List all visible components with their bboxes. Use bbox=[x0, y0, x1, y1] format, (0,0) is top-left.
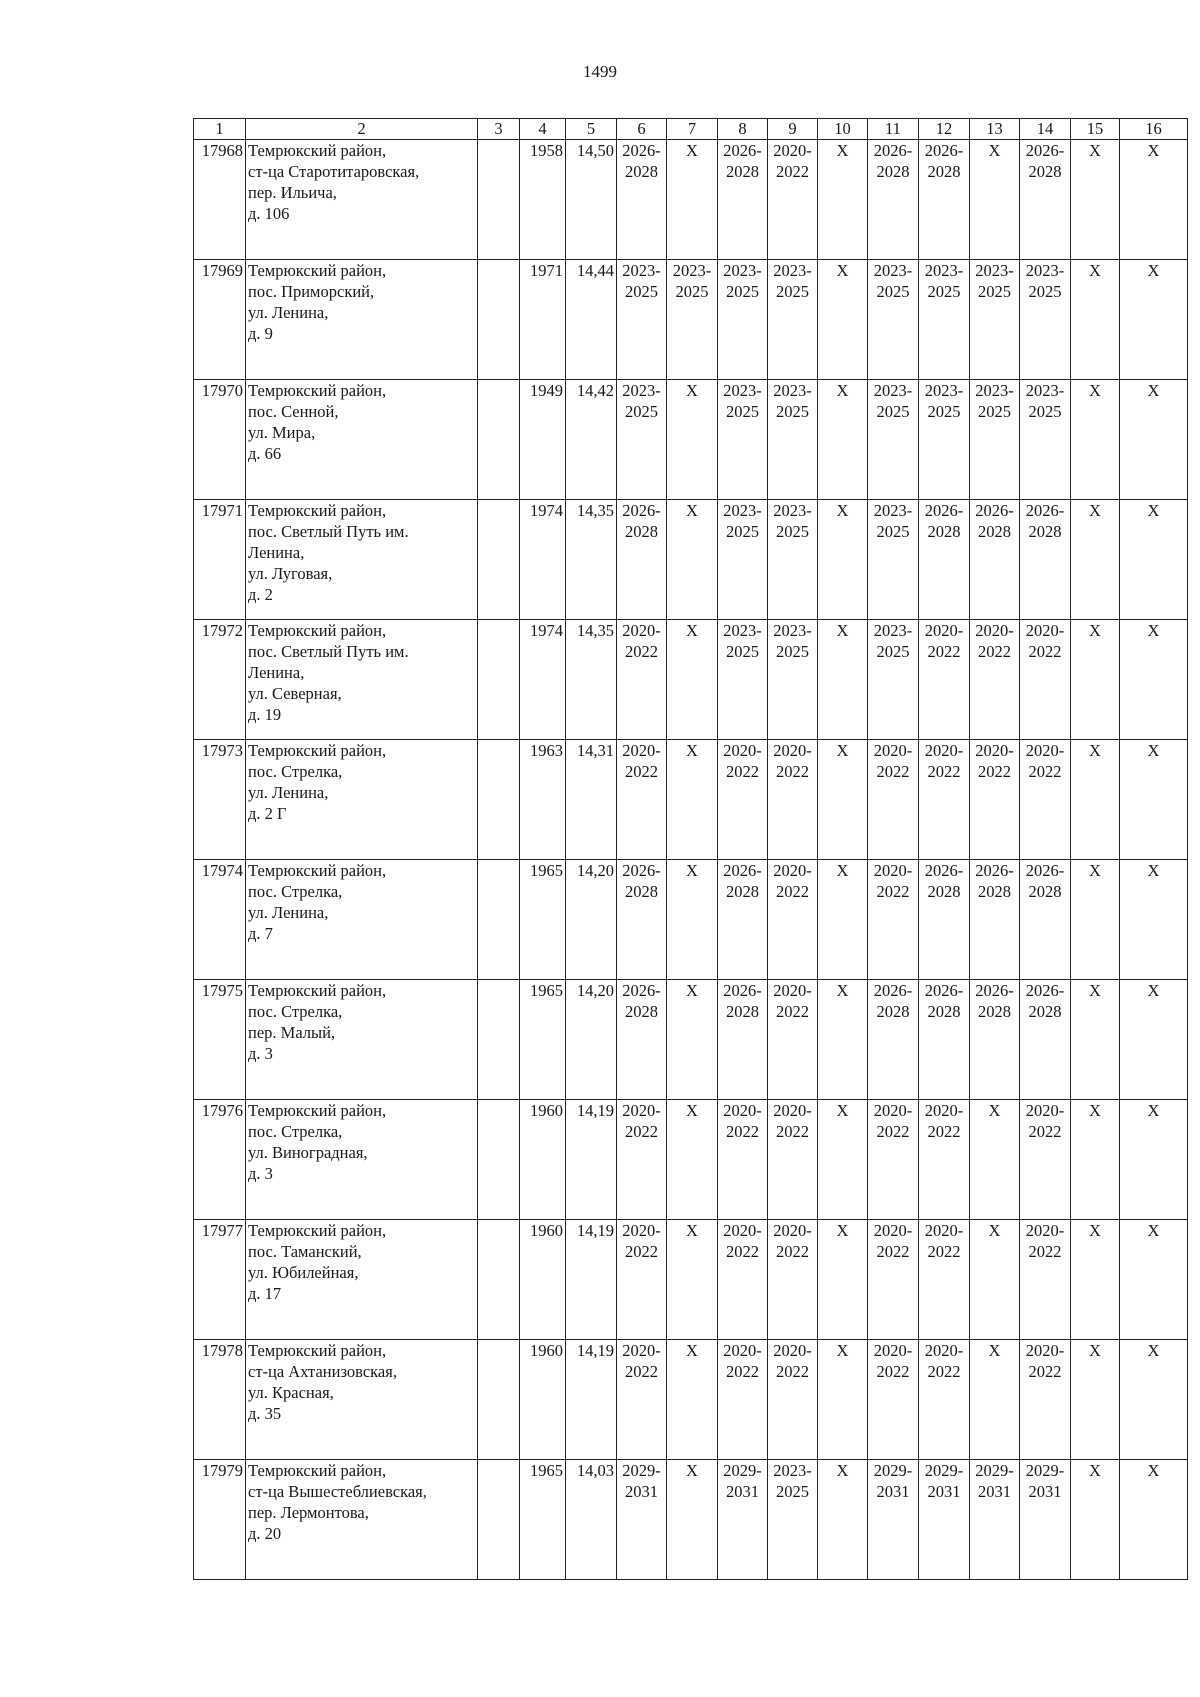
col13-cell: 2026- 2028 bbox=[970, 860, 1020, 980]
col6-cell: 2020- 2022 bbox=[617, 1220, 667, 1340]
col14-cell: 2020- 2022 bbox=[1020, 620, 1071, 740]
year-cell: 1963 bbox=[520, 740, 566, 860]
col10-cell: X bbox=[818, 380, 868, 500]
col3-cell bbox=[478, 740, 520, 860]
row-number: 17978 bbox=[194, 1340, 246, 1460]
year-cell: 1958 bbox=[520, 140, 566, 260]
col3-cell bbox=[478, 980, 520, 1100]
table-row bbox=[194, 1340, 1188, 1460]
address-cell: Темрюкский район, пос. Таманский, ул. Юбилейная, д. 17 bbox=[246, 1220, 478, 1340]
table-row bbox=[194, 500, 1188, 620]
col13-cell: 2020- 2022 bbox=[970, 740, 1020, 860]
column-header-7: 7 bbox=[667, 119, 718, 140]
address-cell: Темрюкский район, пос. Сенной, ул. Мира, д. 66 bbox=[246, 380, 478, 500]
page-number: 1499 bbox=[583, 62, 617, 81]
col7-cell: X bbox=[667, 980, 718, 1100]
col14-cell: 2026- 2028 bbox=[1020, 860, 1071, 980]
col9-cell: 2020- 2022 bbox=[768, 740, 818, 860]
col16-cell: X bbox=[1120, 260, 1188, 380]
table-row bbox=[194, 620, 1188, 740]
col13-cell: 2026- 2028 bbox=[970, 980, 1020, 1100]
col3-cell bbox=[478, 1220, 520, 1340]
col9-cell: 2020- 2022 bbox=[768, 860, 818, 980]
row-number: 17973 bbox=[194, 740, 246, 860]
col11-cell: 2023- 2025 bbox=[868, 500, 919, 620]
col7-cell: X bbox=[667, 860, 718, 980]
col6-cell: 2026- 2028 bbox=[617, 140, 667, 260]
area-cell: 14,35 bbox=[566, 500, 617, 620]
col6-cell: 2020- 2022 bbox=[617, 620, 667, 740]
address-cell: Темрюкский район, ст-ца Ахтанизовская, ул. Красная, д. 35 bbox=[246, 1340, 478, 1460]
table-row bbox=[194, 1100, 1188, 1220]
table-body bbox=[194, 140, 1188, 1580]
table-row bbox=[194, 740, 1188, 860]
row-number: 17969 bbox=[194, 260, 246, 380]
col13-cell: X bbox=[970, 1340, 1020, 1460]
col8-cell: 2023- 2025 bbox=[718, 380, 768, 500]
col7-cell: X bbox=[667, 1100, 718, 1220]
col13-cell: 2023- 2025 bbox=[970, 260, 1020, 380]
col11-cell: 2029- 2031 bbox=[868, 1460, 919, 1580]
col16-cell: X bbox=[1120, 380, 1188, 500]
col14-cell: 2020- 2022 bbox=[1020, 1100, 1071, 1220]
col10-cell: X bbox=[818, 980, 868, 1100]
address-cell: Темрюкский район, пос. Светлый Путь им. Ленина, ул. Луговая, д. 2 bbox=[246, 500, 478, 620]
year-cell: 1974 bbox=[520, 620, 566, 740]
col12-cell: 2026- 2028 bbox=[919, 140, 970, 260]
col12-cell: 2020- 2022 bbox=[919, 1220, 970, 1340]
column-header-3: 3 bbox=[478, 119, 520, 140]
row-number: 17975 bbox=[194, 980, 246, 1100]
area-cell: 14,19 bbox=[566, 1220, 617, 1340]
col7-cell: X bbox=[667, 500, 718, 620]
col9-cell: 2023- 2025 bbox=[768, 380, 818, 500]
col16-cell: X bbox=[1120, 1100, 1188, 1220]
address-cell: Темрюкский район, ст-ца Старотитаровская, пер. Ильича, д. 106 bbox=[246, 140, 478, 260]
col15-cell: X bbox=[1071, 1460, 1120, 1580]
col11-cell: 2020- 2022 bbox=[868, 1340, 919, 1460]
col13-cell: 2020- 2022 bbox=[970, 620, 1020, 740]
address-cell: Темрюкский район, пос. Стрелка, ул. Ленина, д. 2 Г bbox=[246, 740, 478, 860]
col12-cell: 2029- 2031 bbox=[919, 1460, 970, 1580]
col7-cell: 2023- 2025 bbox=[667, 260, 718, 380]
col6-cell: 2023- 2025 bbox=[617, 260, 667, 380]
col6-cell: 2020- 2022 bbox=[617, 1100, 667, 1220]
col15-cell: X bbox=[1071, 980, 1120, 1100]
col16-cell: X bbox=[1120, 620, 1188, 740]
col8-cell: 2020- 2022 bbox=[718, 1340, 768, 1460]
col6-cell: 2026- 2028 bbox=[617, 860, 667, 980]
col12-cell: 2023- 2025 bbox=[919, 260, 970, 380]
col9-cell: 2020- 2022 bbox=[768, 1220, 818, 1340]
area-cell: 14,42 bbox=[566, 380, 617, 500]
col15-cell: X bbox=[1071, 740, 1120, 860]
area-cell: 14,35 bbox=[566, 620, 617, 740]
col15-cell: X bbox=[1071, 500, 1120, 620]
col14-cell: 2026- 2028 bbox=[1020, 980, 1071, 1100]
col7-cell: X bbox=[667, 1460, 718, 1580]
col12-cell: 2020- 2022 bbox=[919, 620, 970, 740]
col14-cell: 2023- 2025 bbox=[1020, 380, 1071, 500]
column-header-10: 10 bbox=[818, 119, 868, 140]
area-cell: 14,19 bbox=[566, 1100, 617, 1220]
col14-cell: 2023- 2025 bbox=[1020, 260, 1071, 380]
col9-cell: 2020- 2022 bbox=[768, 980, 818, 1100]
column-header-14: 14 bbox=[1020, 119, 1071, 140]
table-row bbox=[194, 860, 1188, 980]
registry-table bbox=[193, 118, 1188, 1580]
column-header-13: 13 bbox=[970, 119, 1020, 140]
table-row bbox=[194, 980, 1188, 1100]
col3-cell bbox=[478, 1460, 520, 1580]
col15-cell: X bbox=[1071, 860, 1120, 980]
col8-cell: 2020- 2022 bbox=[718, 1220, 768, 1340]
col10-cell: X bbox=[818, 860, 868, 980]
col15-cell: X bbox=[1071, 260, 1120, 380]
area-cell: 14,20 bbox=[566, 860, 617, 980]
col7-cell: X bbox=[667, 620, 718, 740]
col13-cell: 2029- 2031 bbox=[970, 1460, 1020, 1580]
col10-cell: X bbox=[818, 500, 868, 620]
col6-cell: 2026- 2028 bbox=[617, 500, 667, 620]
col9-cell: 2020- 2022 bbox=[768, 140, 818, 260]
col8-cell: 2029- 2031 bbox=[718, 1460, 768, 1580]
column-header-4: 4 bbox=[520, 119, 566, 140]
col15-cell: X bbox=[1071, 380, 1120, 500]
col12-cell: 2026- 2028 bbox=[919, 500, 970, 620]
col9-cell: 2023- 2025 bbox=[768, 1460, 818, 1580]
col9-cell: 2023- 2025 bbox=[768, 500, 818, 620]
col6-cell: 2029- 2031 bbox=[617, 1460, 667, 1580]
col14-cell: 2020- 2022 bbox=[1020, 740, 1071, 860]
col10-cell: X bbox=[818, 260, 868, 380]
col16-cell: X bbox=[1120, 140, 1188, 260]
col11-cell: 2020- 2022 bbox=[868, 740, 919, 860]
area-cell: 14,03 bbox=[566, 1460, 617, 1580]
col15-cell: X bbox=[1071, 140, 1120, 260]
col12-cell: 2020- 2022 bbox=[919, 740, 970, 860]
col16-cell: X bbox=[1120, 500, 1188, 620]
col15-cell: X bbox=[1071, 1100, 1120, 1220]
area-cell: 14,50 bbox=[566, 140, 617, 260]
col15-cell: X bbox=[1071, 1340, 1120, 1460]
col8-cell: 2023- 2025 bbox=[718, 500, 768, 620]
col12-cell: 2020- 2022 bbox=[919, 1100, 970, 1220]
col3-cell bbox=[478, 1100, 520, 1220]
col8-cell: 2026- 2028 bbox=[718, 140, 768, 260]
column-number-row bbox=[194, 119, 1188, 140]
row-number: 17979 bbox=[194, 1460, 246, 1580]
column-header-11: 11 bbox=[868, 119, 919, 140]
year-cell: 1965 bbox=[520, 860, 566, 980]
address-cell: Темрюкский район, пос. Приморский, ул. Ленина, д. 9 bbox=[246, 260, 478, 380]
year-cell: 1974 bbox=[520, 500, 566, 620]
col16-cell: X bbox=[1120, 740, 1188, 860]
col7-cell: X bbox=[667, 140, 718, 260]
col8-cell: 2023- 2025 bbox=[718, 260, 768, 380]
column-header-2: 2 bbox=[246, 119, 478, 140]
year-cell: 1971 bbox=[520, 260, 566, 380]
col12-cell: 2023- 2025 bbox=[919, 380, 970, 500]
area-cell: 14,31 bbox=[566, 740, 617, 860]
row-number: 17976 bbox=[194, 1100, 246, 1220]
table-row bbox=[194, 1460, 1188, 1580]
address-cell: Темрюкский район, пос. Стрелка, ул. Виноградная, д. 3 bbox=[246, 1100, 478, 1220]
year-cell: 1960 bbox=[520, 1340, 566, 1460]
col9-cell: 2020- 2022 bbox=[768, 1340, 818, 1460]
address-cell: Темрюкский район, пос. Стрелка, пер. Малый, д. 3 bbox=[246, 980, 478, 1100]
col10-cell: X bbox=[818, 1100, 868, 1220]
column-header-5: 5 bbox=[566, 119, 617, 140]
col8-cell: 2026- 2028 bbox=[718, 980, 768, 1100]
address-cell: Темрюкский район, пос. Стрелка, ул. Ленина, д. 7 bbox=[246, 860, 478, 980]
col11-cell: 2020- 2022 bbox=[868, 1220, 919, 1340]
column-header-1: 1 bbox=[194, 119, 246, 140]
col14-cell: 2029- 2031 bbox=[1020, 1460, 1071, 1580]
col15-cell: X bbox=[1071, 620, 1120, 740]
col12-cell: 2026- 2028 bbox=[919, 860, 970, 980]
col9-cell: 2023- 2025 bbox=[768, 260, 818, 380]
col14-cell: 2026- 2028 bbox=[1020, 500, 1071, 620]
col6-cell: 2020- 2022 bbox=[617, 740, 667, 860]
col9-cell: 2020- 2022 bbox=[768, 1100, 818, 1220]
column-header-15: 15 bbox=[1071, 119, 1120, 140]
col12-cell: 2020- 2022 bbox=[919, 1340, 970, 1460]
col11-cell: 2023- 2025 bbox=[868, 620, 919, 740]
col16-cell: X bbox=[1120, 1340, 1188, 1460]
col3-cell bbox=[478, 860, 520, 980]
year-cell: 1949 bbox=[520, 380, 566, 500]
col13-cell: X bbox=[970, 1100, 1020, 1220]
row-number: 17972 bbox=[194, 620, 246, 740]
col11-cell: 2020- 2022 bbox=[868, 1100, 919, 1220]
col10-cell: X bbox=[818, 1460, 868, 1580]
col15-cell: X bbox=[1071, 1220, 1120, 1340]
col8-cell: 2026- 2028 bbox=[718, 860, 768, 980]
col14-cell: 2026- 2028 bbox=[1020, 140, 1071, 260]
column-header-16: 16 bbox=[1120, 119, 1188, 140]
col13-cell: X bbox=[970, 140, 1020, 260]
area-cell: 14,20 bbox=[566, 980, 617, 1100]
table-row bbox=[194, 140, 1188, 260]
col16-cell: X bbox=[1120, 1460, 1188, 1580]
col10-cell: X bbox=[818, 140, 868, 260]
column-header-12: 12 bbox=[919, 119, 970, 140]
col3-cell bbox=[478, 620, 520, 740]
year-cell: 1965 bbox=[520, 980, 566, 1100]
col11-cell: 2023- 2025 bbox=[868, 380, 919, 500]
year-cell: 1965 bbox=[520, 1460, 566, 1580]
col11-cell: 2020- 2022 bbox=[868, 860, 919, 980]
table-row bbox=[194, 260, 1188, 380]
col10-cell: X bbox=[818, 1340, 868, 1460]
col3-cell bbox=[478, 140, 520, 260]
table-row bbox=[194, 380, 1188, 500]
col3-cell bbox=[478, 380, 520, 500]
col11-cell: 2026- 2028 bbox=[868, 140, 919, 260]
col11-cell: 2023- 2025 bbox=[868, 260, 919, 380]
col16-cell: X bbox=[1120, 860, 1188, 980]
row-number: 17968 bbox=[194, 140, 246, 260]
col6-cell: 2026- 2028 bbox=[617, 980, 667, 1100]
col7-cell: X bbox=[667, 380, 718, 500]
col16-cell: X bbox=[1120, 1220, 1188, 1340]
area-cell: 14,44 bbox=[566, 260, 617, 380]
table-row bbox=[194, 1220, 1188, 1340]
column-header-9: 9 bbox=[768, 119, 818, 140]
col13-cell: 2026- 2028 bbox=[970, 500, 1020, 620]
col7-cell: X bbox=[667, 1220, 718, 1340]
row-number: 17971 bbox=[194, 500, 246, 620]
col13-cell: 2023- 2025 bbox=[970, 380, 1020, 500]
col11-cell: 2026- 2028 bbox=[868, 980, 919, 1100]
col14-cell: 2020- 2022 bbox=[1020, 1340, 1071, 1460]
col6-cell: 2023- 2025 bbox=[617, 380, 667, 500]
col8-cell: 2023- 2025 bbox=[718, 620, 768, 740]
col8-cell: 2020- 2022 bbox=[718, 740, 768, 860]
column-header-8: 8 bbox=[718, 119, 768, 140]
address-cell: Темрюкский район, ст-ца Вышестеблиевская, пер. Лермонтова, д. 20 bbox=[246, 1460, 478, 1580]
column-header-6: 6 bbox=[617, 119, 667, 140]
row-number: 17977 bbox=[194, 1220, 246, 1340]
col13-cell: X bbox=[970, 1220, 1020, 1340]
row-number: 17970 bbox=[194, 380, 246, 500]
area-cell: 14,19 bbox=[566, 1340, 617, 1460]
col7-cell: X bbox=[667, 1340, 718, 1460]
col10-cell: X bbox=[818, 1220, 868, 1340]
row-number: 17974 bbox=[194, 860, 246, 980]
col7-cell: X bbox=[667, 740, 718, 860]
year-cell: 1960 bbox=[520, 1100, 566, 1220]
year-cell: 1960 bbox=[520, 1220, 566, 1340]
col3-cell bbox=[478, 500, 520, 620]
col14-cell: 2020- 2022 bbox=[1020, 1220, 1071, 1340]
col6-cell: 2020- 2022 bbox=[617, 1340, 667, 1460]
col3-cell bbox=[478, 1340, 520, 1460]
col10-cell: X bbox=[818, 740, 868, 860]
address-cell: Темрюкский район, пос. Светлый Путь им. Ленина, ул. Северная, д. 19 bbox=[246, 620, 478, 740]
col10-cell: X bbox=[818, 620, 868, 740]
col16-cell: X bbox=[1120, 980, 1188, 1100]
col12-cell: 2026- 2028 bbox=[919, 980, 970, 1100]
col9-cell: 2023- 2025 bbox=[768, 620, 818, 740]
col8-cell: 2020- 2022 bbox=[718, 1100, 768, 1220]
col3-cell bbox=[478, 260, 520, 380]
